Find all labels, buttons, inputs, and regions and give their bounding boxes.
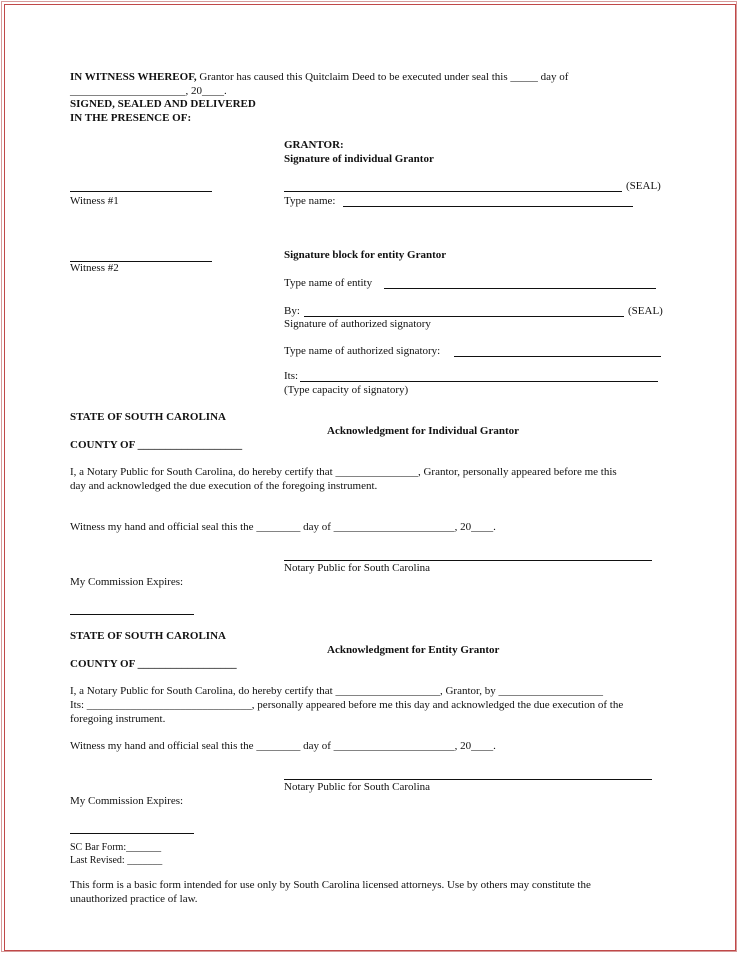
commission-label-2: My Commission Expires: — [70, 795, 184, 807]
entity-name-label: Type name of entity — [284, 277, 373, 289]
entity-seal-label: (SEAL) — [628, 305, 663, 317]
witness-hand-2: Witness my hand and official seal this the ________ day of ______________________, 20____. — [70, 740, 496, 752]
county-label-2: COUNTY OF __________________ — [70, 658, 237, 670]
witness-clause-text: Grantor has caused this Quitclaim Deed to be executed under seal this _____ day of — [199, 71, 569, 83]
witness1-signature-line — [70, 191, 212, 192]
county-line-2 — [70, 658, 237, 671]
type-name-line — [343, 206, 633, 207]
ack-individual-para-2: day and acknowledged the due execution of the foregoing instrument. — [70, 480, 378, 492]
capacity-label: (Type capacity of signatory) — [284, 384, 409, 396]
entity-name-line — [384, 288, 656, 289]
its-label: Its: — [284, 370, 299, 382]
county-label-1: COUNTY OF ___________________ — [70, 439, 243, 451]
authorized-name-label: Type name of authorized signatory: — [284, 345, 441, 357]
witness1-label: Witness #1 — [70, 195, 119, 207]
disclaimer-line-2: unauthorized practice of law. — [70, 893, 198, 905]
ack-individual-para-1: I, a Notary Public for South Carolina, do hereby certify that _______________, Grantor, personally appeared before me this — [70, 466, 617, 478]
by-signature-line — [304, 316, 624, 317]
individual-signature-heading: Signature of individual Grantor — [284, 153, 434, 165]
entity-signature-heading: Signature block for entity Grantor — [284, 249, 447, 261]
last-revised-label: Last Revised: _______ — [70, 855, 163, 866]
signed-sealed-heading: SIGNED, SEALED AND DELIVERED — [70, 98, 256, 110]
witness-clause-line1 — [70, 71, 568, 84]
notary-signature-line-1 — [284, 560, 652, 561]
ack-entity-para-1: I, a Notary Public for South Carolina, do hereby certify that ___________________, Grantor, by ___________________ — [70, 685, 603, 697]
witness-clause-bold: IN WITNESS WHEREOF, — [70, 71, 197, 83]
grantor-signature-line — [284, 191, 622, 192]
notary-label-2: Notary Public for South Carolina — [284, 781, 431, 793]
witness-clause-date: _____________________, 20____. — [70, 85, 227, 97]
ack-entity-para-2: Its: ______________________________, personally appeared before me this day and acknowledged the due execution of the — [70, 699, 624, 711]
authorized-name-line — [454, 356, 661, 357]
by-label: By: — [284, 305, 300, 317]
its-line — [300, 381, 658, 382]
county-line-1 — [70, 439, 242, 452]
sc-bar-form-label: SC Bar Form:_______ — [70, 842, 162, 853]
authorized-signatory-label: Signature of authorized signatory — [284, 318, 431, 330]
grantor-seal-label: (SEAL) — [626, 180, 661, 192]
grantor-heading: GRANTOR: — [284, 139, 344, 151]
state-heading-2: STATE OF SOUTH CAROLINA — [70, 630, 226, 642]
commission-label-1: My Commission Expires: — [70, 576, 184, 588]
state-heading-1: STATE OF SOUTH CAROLINA — [70, 411, 226, 423]
notary-label-1: Notary Public for South Carolina — [284, 562, 431, 574]
presence-heading: IN THE PRESENCE OF: — [70, 112, 192, 124]
ack-individual-title: Acknowledgment for Individual Grantor — [327, 425, 520, 437]
ack-entity-title: Acknowledgment for Entity Grantor — [327, 644, 500, 656]
notary-signature-line-2 — [284, 779, 652, 780]
ack-entity-para-3: foregoing instrument. — [70, 713, 166, 725]
disclaimer-line-1: This form is a basic form intended for use only by South Carolina licensed attorneys. Use by others may constitute the — [70, 879, 591, 891]
witness-hand-1: Witness my hand and official seal this the ________ day of ______________________, 20____. — [70, 521, 496, 533]
witness2-label: Witness #2 — [70, 262, 119, 274]
type-name-label: Type name: — [284, 195, 336, 207]
commission-line-1 — [70, 614, 194, 615]
commission-line-2 — [70, 833, 194, 834]
